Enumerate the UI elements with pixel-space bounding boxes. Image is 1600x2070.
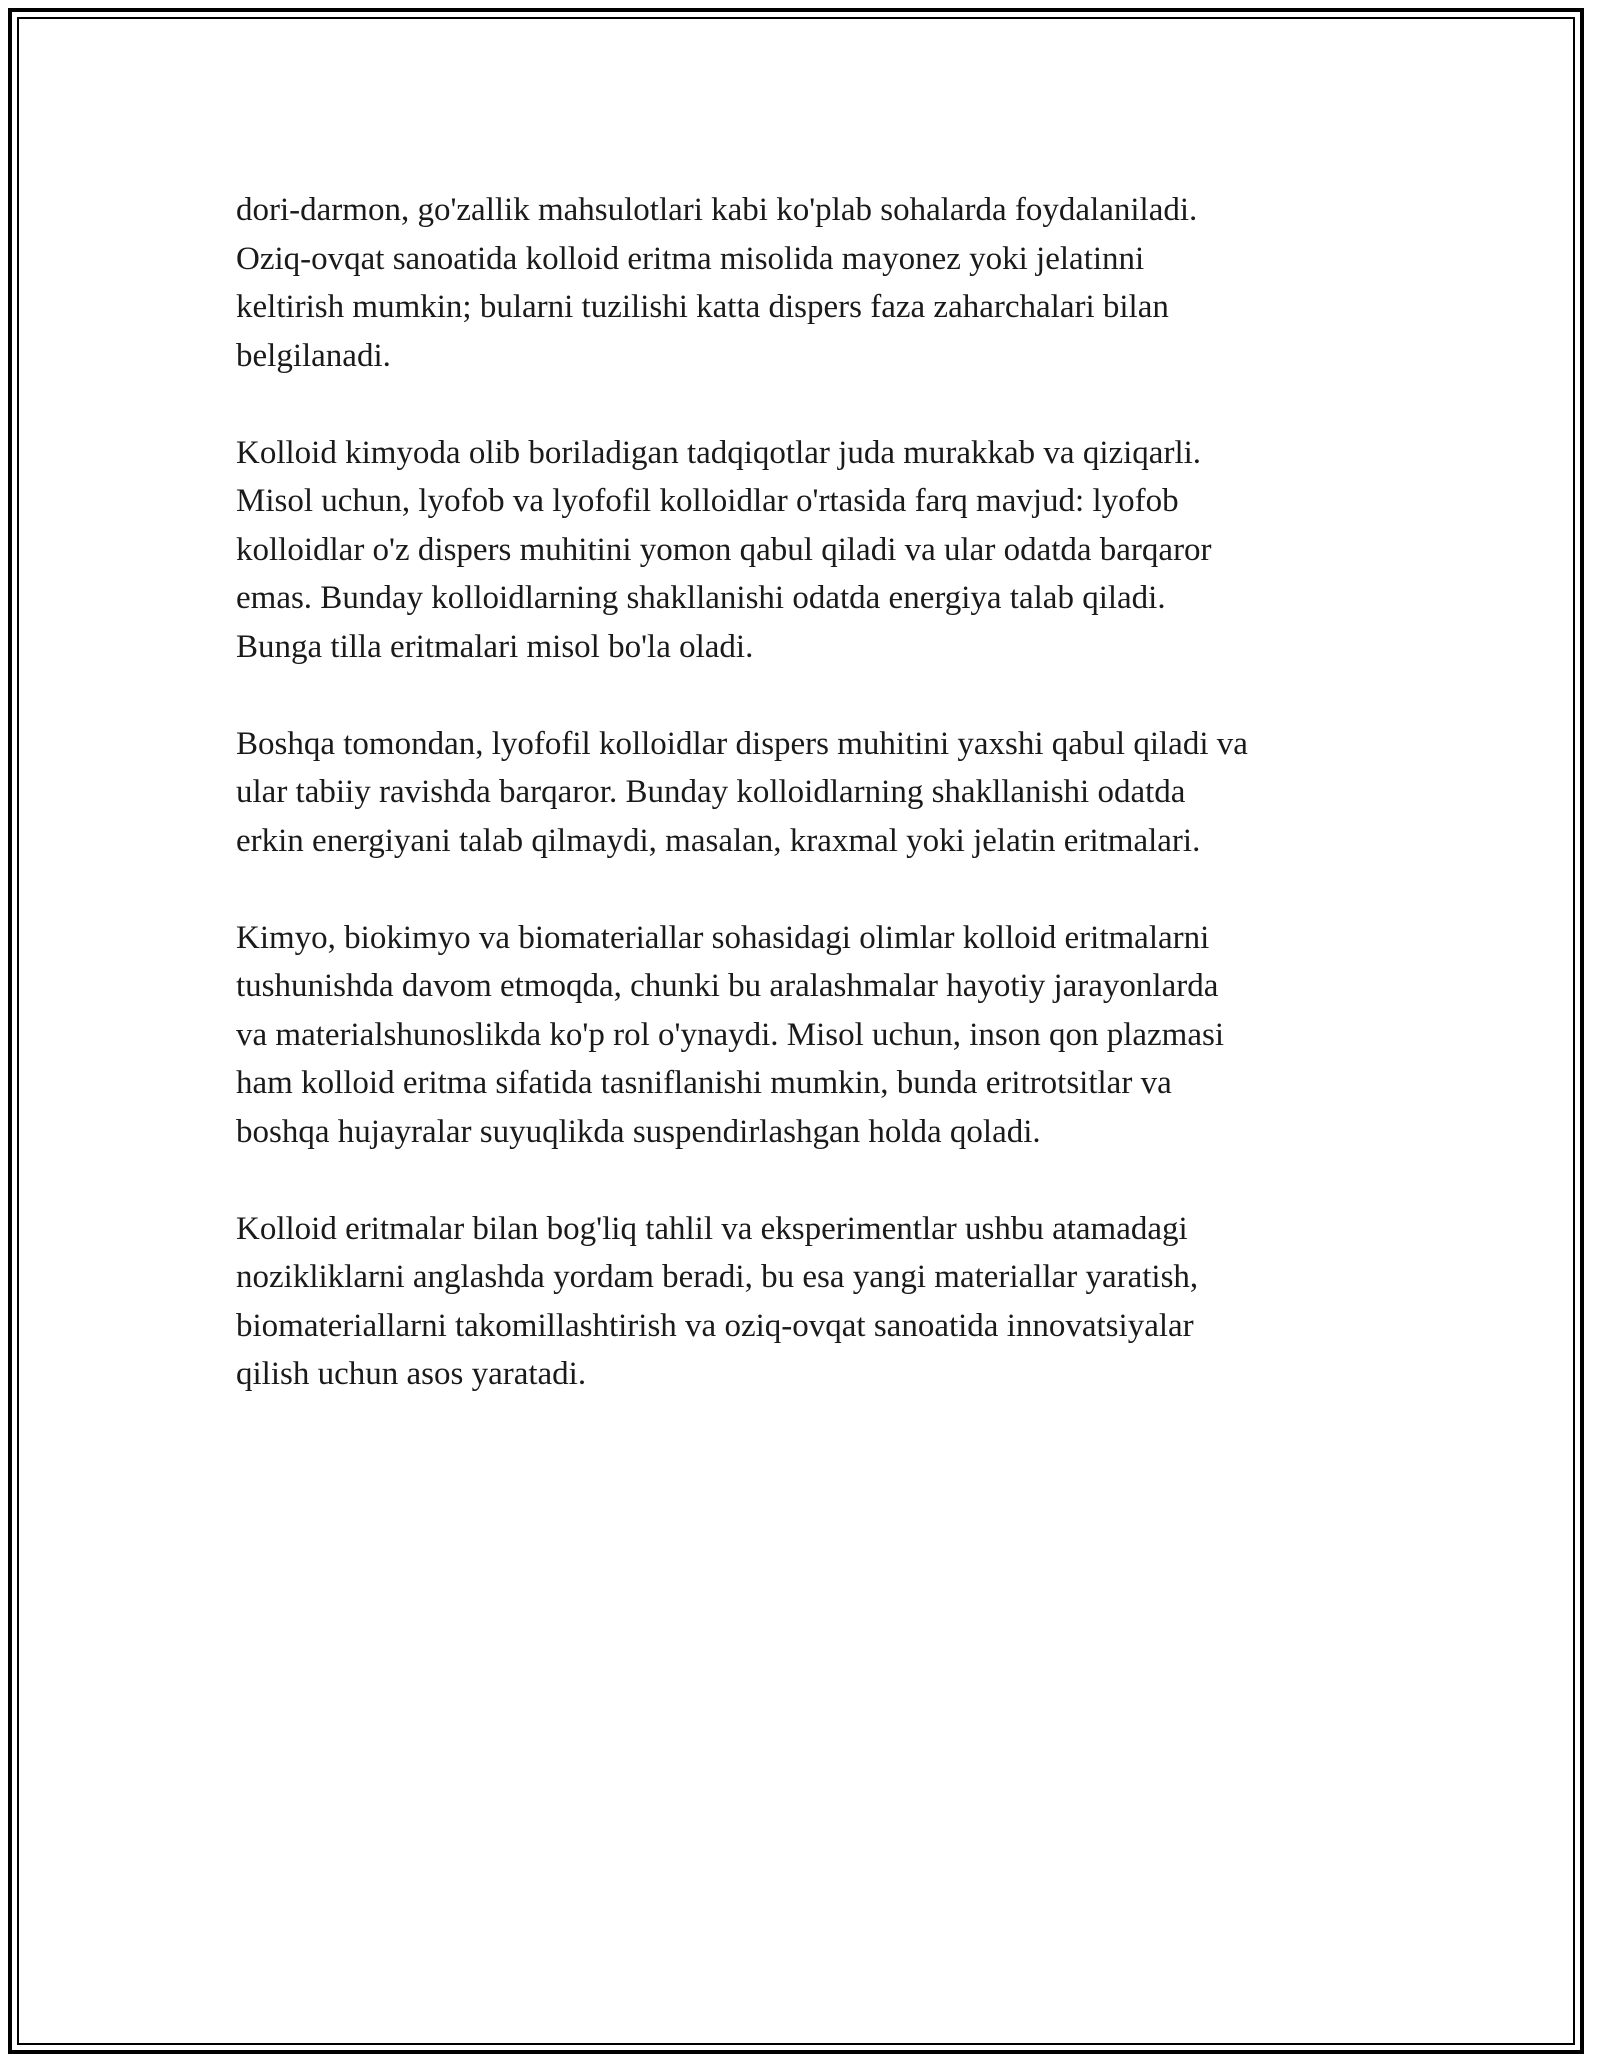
text-line: belgilanadi.	[236, 337, 391, 374]
text-line: Kimyo, biokimyo va biomateriallar sohasidagi olimlar kolloid eritmalarni	[236, 919, 1210, 956]
text-line: kolloidlar o'z dispers muhitini yomon qabul qiladi va ular odatda barqaror	[236, 531, 1212, 568]
text-line: keltirish mumkin; bularni tuzilishi katta dispers faza zaharchalari bilan	[236, 289, 1169, 325]
text-line: biomateriallarni takomillashtirish va oziq-ovqat sanoatida innovatsiyalar	[236, 1307, 1194, 1344]
text-line: Kolloid kimyoda olib boriladigan tadqiqotlar juda murakkab va qiziqarli.	[236, 434, 1202, 471]
text-line: Misol uchun, lyofob va lyofofil kolloidlar o'rtasida farq mavjud: lyofob	[236, 483, 1179, 519]
paragraph-5	[236, 1205, 1386, 1399]
text-line: tushunishda davom etmoqda, chunki bu aralashmalar hayotiy jarayonlarda	[236, 968, 1219, 1004]
text-line: nozikliklarni anglashda yordam beradi, bu esa yangi materiallar yaratish,	[236, 1259, 1199, 1295]
document-body	[236, 186, 1386, 1447]
text-line: emas. Bunday kolloidlarning shakllanishi odatda energiya talab qiladi.	[236, 580, 1166, 616]
paragraph-2	[236, 429, 1386, 672]
paragraph-1	[236, 186, 1386, 380]
paragraph-4	[236, 914, 1386, 1157]
text-line: Bunga tilla eritmalari misol bo'la oladi.	[236, 628, 754, 665]
paragraph-3	[236, 720, 1386, 866]
text-line: ham kolloid eritma sifatida tasniflanishi mumkin, bunda eritrotsitlar va	[236, 1065, 1172, 1101]
text-line: va materialshunoslikda ko'p rol o'ynaydi. Misol uchun, inson qon plazmasi	[236, 1016, 1225, 1053]
text-line: dori-darmon, go'zallik mahsulotlari kabi ko'plab sohalarda foydalaniladi.	[236, 192, 1198, 228]
text-line: erkin energiyani talab qilmaydi, masalan, kraxmal yoki jelatin eritmalari.	[236, 822, 1201, 859]
text-line: Oziq-ovqat sanoatida kolloid eritma misolida mayonez yoki jelatinni	[236, 240, 1145, 277]
text-line: Kolloid eritmalar bilan bog'liq tahlil va eksperimentlar ushbu atamadagi	[236, 1210, 1188, 1247]
text-line: ular tabiiy ravishda barqaror. Bunday kolloidlarning shakllanishi odatda	[236, 774, 1186, 810]
text-line: Boshqa tomondan, lyofofil kolloidlar dispers muhitini yaxshi qabul qiladi va	[236, 725, 1248, 762]
text-line: boshqa hujayralar suyuqlikda suspendirlashgan holda qoladi.	[236, 1113, 1041, 1150]
text-line: qilish uchun asos yaratadi.	[236, 1356, 587, 1392]
